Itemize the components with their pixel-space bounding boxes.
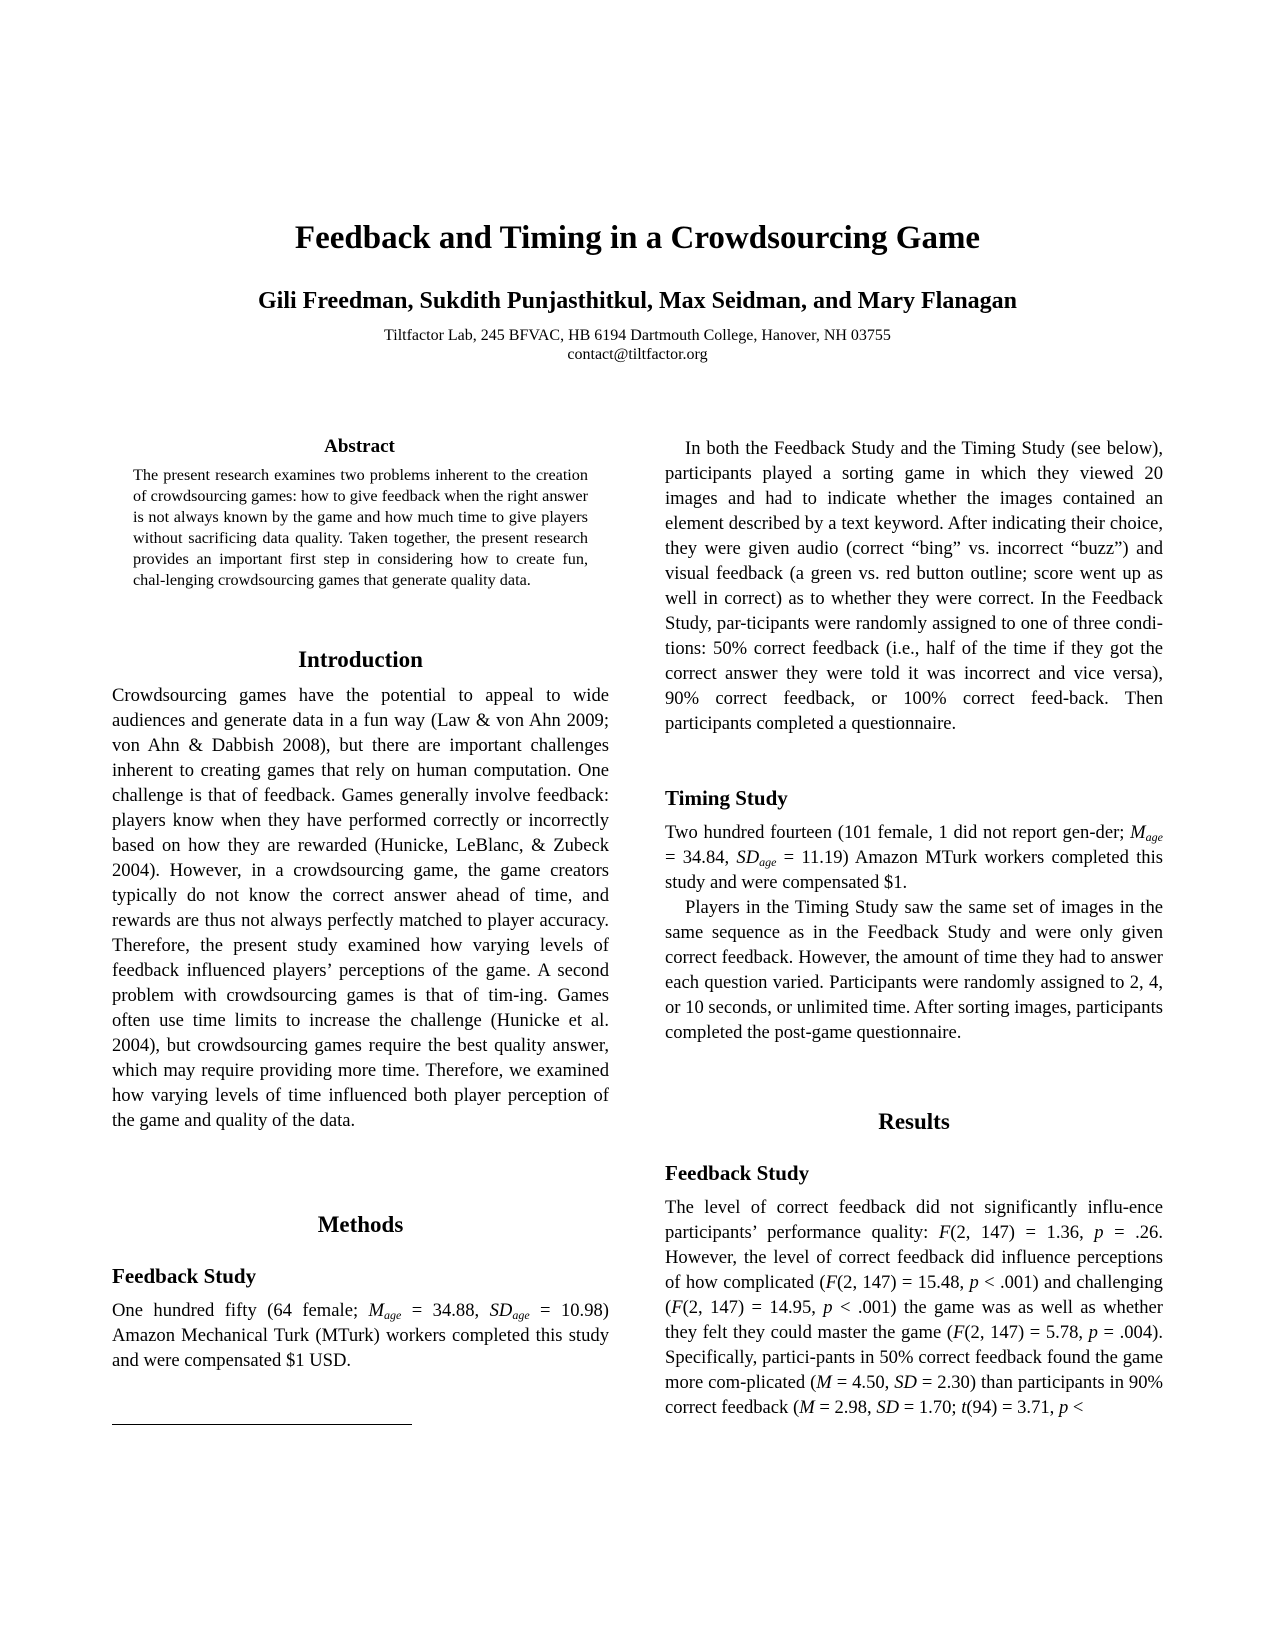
timing-study-procedure: Players in the Timing Study saw the same set of images in the same sequence as in the Feedback Study and were only given correct feedback. However, the amount of time they had to answer each question varied. Participants were randomly assigned to 2, 4, or 10 seconds, or unlimited time. After sorting images, participants completed the post-game questionnaire. — [665, 897, 1163, 1043]
results-heading: Results — [878, 1109, 950, 1134]
introduction-heading: Introduction — [298, 647, 423, 672]
results-feedback-study-heading: Feedback Study — [665, 1161, 810, 1185]
methods-heading: Methods — [317, 1212, 404, 1237]
abstract-heading: Abstract — [324, 436, 395, 457]
contact-email: contact@tiltfactor.org — [567, 346, 708, 363]
feedback-study-heading: Feedback Study — [112, 1264, 257, 1288]
results-feedback-study-text: The level of correct feedback did not significantly influ-ence participants’ performance quality: F(2, 147) = 1.36, p = .26. However, the level of correct feedback did influence perceptions of how complicated (F(2, 147) = 15.48, p < .001) and challenging (F(2, 147) = 14.95, p < .001) the game was as well as whether they felt they could master the game (F(2, 147) = 5.78, p = .004). Specifically, partici-pants in 50% correct feedback found the game more com-plicated (M = 4.50, SD = 2.30) than participants in 90% correct feedback (M = 2.98, SD = 1.70; t(94) = 3.71, p < — [665, 1197, 1164, 1418]
timing-study-heading: Timing Study — [665, 786, 788, 810]
author-list: Gili Freedman, Sukdith Punjasthitkul, Max Seidman, and Mary Flanagan — [257, 288, 1018, 314]
feedback-study-participants: One hundred fifty (64 female; $M_{age} = 34.88$, $SD_{age} = 10.98$) Amazon Mechanical Turk (MTurk) workers completed this study and were compensated $1 USD. — [112, 1300, 609, 1371]
footnote-rule — [112, 1424, 412, 1425]
affiliation: Tiltfactor Lab, 245 BFVAC, HB 6194 Dartmouth College, Hanover, NH 03755 — [384, 327, 891, 344]
paper-title: Feedback and Timing in a Crowdsourcing Game — [294, 220, 981, 256]
affiliation-block — [0, 326, 1275, 364]
introduction-text: Crowdsourcing games have the potential to appeal to wide audiences and generate data in a fun way (Law & von Ahn 2009; von Ahn & Dabbish 2008), but there are important challenges inherent to creating games that rely on human computation. One challenge is that of feedback. Games generally involve feedback: players know when they have performed correctly or incorrectly based on how they are rewarded (Hunicke, LeBlanc, & Zubeck 2004). However, in a crowdsourcing game, the game creators typically do not know the correct answer ahead of time, and rewards are thus not always perfectly matched to player accuracy. Therefore, the present study examined how varying levels of feedback influenced players’ perceptions of the game. A second problem with crowdsourcing games is that of tim-ing. Games often use time limits to increase the challenge (Hunicke et al. 2004), but crowdsourcing games require the best quality answer, which may require providing more time. Therefore, we examined how varying levels of time influenced both player perception of the game and quality of the data. — [112, 685, 609, 1131]
timing-study-participants: Two hundred fourteen (101 female, 1 did not report gen-der; $M_{age} = 34.84$, $SD_{age} = 11.19$) Amazon MTurk workers completed this study and were compensated $1. — [665, 822, 1163, 893]
abstract-text: The present research examines two problems inherent to the creation of crowdsourcing games: how to give feedback when the right answer is not always known by the game and how much time to give players without sacrificing data quality. Taken together, the present research provides an important first step in considering how to create fun, chal-lenging crowdsourcing games that generate quality data. — [133, 466, 588, 589]
feedback-study-procedure: In both the Feedback Study and the Timing Study (see below), participants played a sorting game in which they viewed 20 images and had to indicate whether the images contained an element described by a text keyword. After indicating their choice, they were given audio (correct “bing” vs. incorrect “buzz”) and visual feedback (a green vs. red button outline; score went up as well in correct) as to whether they were correct. In the Feedback Study, par-ticipants were randomly assigned to one of three condi-tions: 50% correct feedback (i.e., half of the time if they got the correct answer they were told it was incorrect and vice versa), 90% correct feedback, or 100% correct feed-back. Then participants completed a questionnaire. — [665, 438, 1163, 734]
